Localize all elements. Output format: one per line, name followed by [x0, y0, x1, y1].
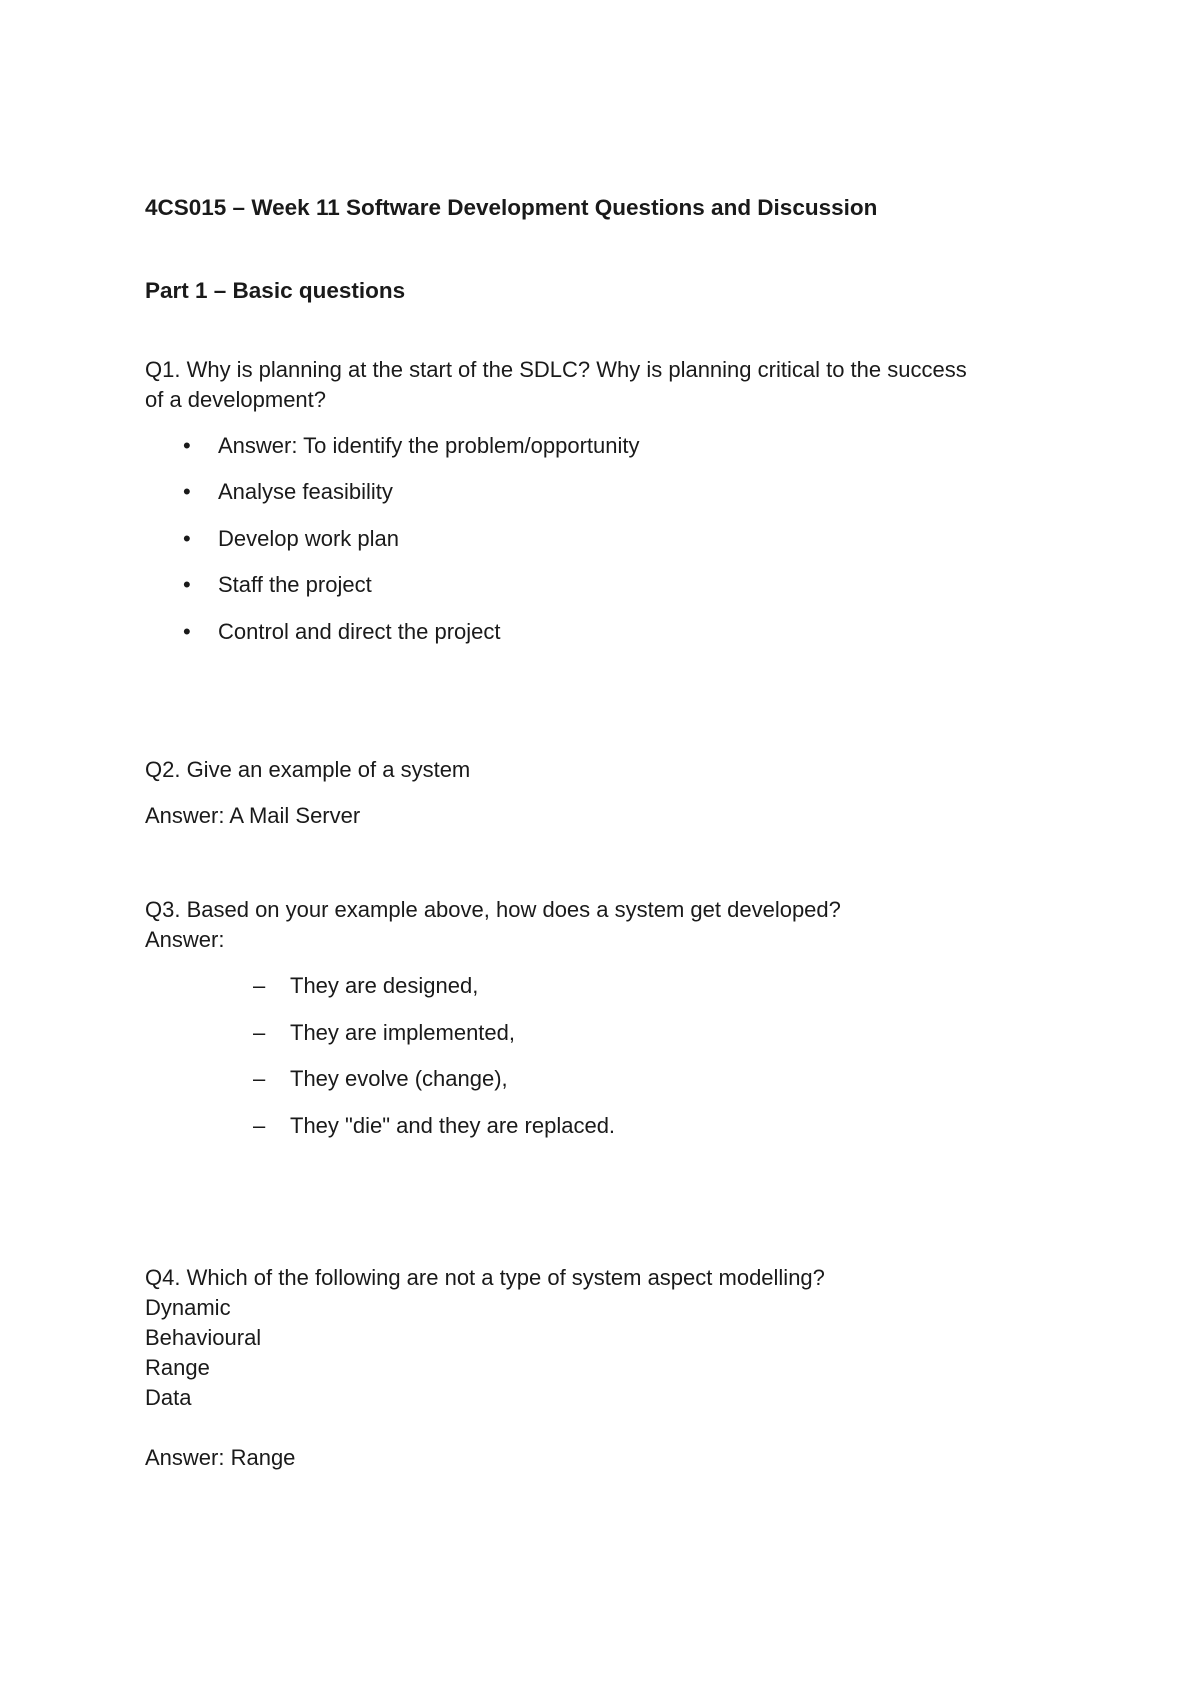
- q3-item-2: They are implemented,: [290, 1020, 515, 1045]
- q1-bullet-1: Answer: To identify the problem/opportunity: [218, 433, 640, 458]
- q3-item-1: They are designed,: [290, 973, 479, 998]
- q4-answer: Answer: Range: [145, 1445, 296, 1470]
- q3-question: Q3. Based on your example above, how does a system get developed?: [145, 897, 841, 922]
- bullet-icon: •: [183, 479, 191, 504]
- q3-item-4: They "die" and they are replaced.: [290, 1113, 616, 1138]
- dash-icon: –: [253, 1113, 266, 1138]
- q1-bullet-3: Develop work plan: [218, 526, 399, 551]
- q4-question: Q4. Which of the following are not a type of system aspect modelling?: [145, 1265, 825, 1290]
- document-title: 4CS015 – Week 11 Software Development Questions and Discussion: [145, 195, 878, 220]
- dash-icon: –: [253, 1066, 266, 1091]
- q4-option-dynamic: Dynamic: [145, 1295, 231, 1320]
- q3-answer-label: Answer:: [145, 927, 225, 952]
- q1-bullet-4: Staff the project: [218, 572, 372, 597]
- q3-item-3: They evolve (change),: [290, 1066, 508, 1091]
- dash-icon: –: [253, 973, 266, 998]
- q2-answer: Answer: A Mail Server: [145, 803, 361, 828]
- bullet-icon: •: [183, 526, 191, 551]
- bullet-icon: •: [183, 433, 191, 458]
- bullet-icon: •: [183, 572, 191, 597]
- q1-bullet-5: Control and direct the project: [218, 619, 501, 644]
- dash-icon: –: [253, 1020, 266, 1045]
- bullet-icon: •: [183, 619, 191, 644]
- part1-heading: Part 1 – Basic questions: [145, 278, 406, 303]
- q1-question-line1: Q1. Why is planning at the start of the SDLC? Why is planning critical to the success: [145, 357, 967, 382]
- q4-option-range: Range: [145, 1355, 210, 1380]
- q1-question-line2: of a development?: [145, 387, 327, 412]
- q4-option-data: Data: [145, 1385, 192, 1410]
- q1-bullet-2: Analyse feasibility: [218, 479, 393, 504]
- q4-option-behavioural: Behavioural: [145, 1325, 262, 1350]
- q2-question: Q2. Give an example of a system: [145, 757, 471, 782]
